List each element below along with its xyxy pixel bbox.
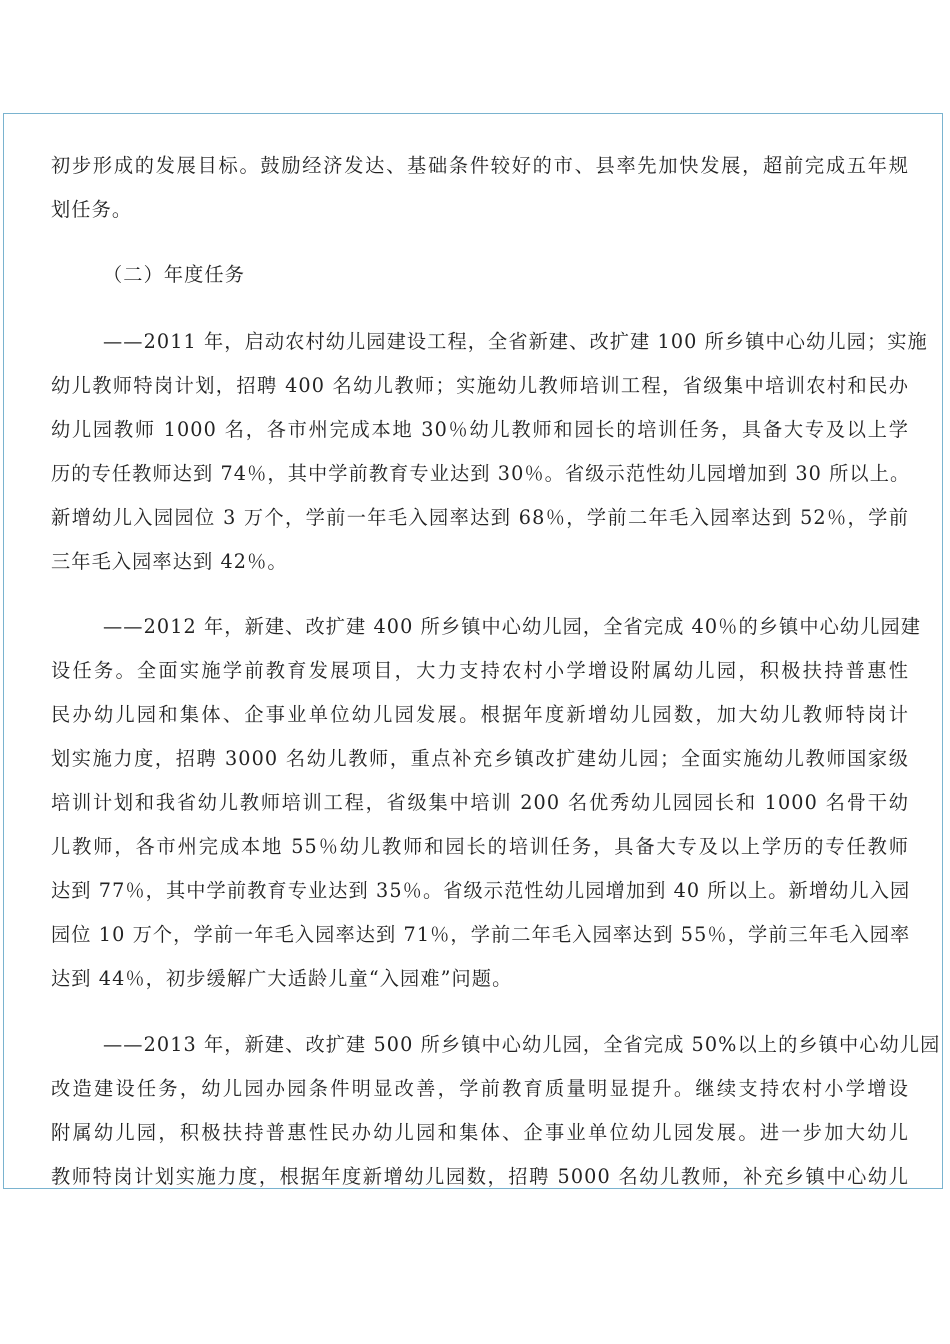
text-line: 民办幼儿园和集体、企事业单位幼儿园发展。根据年度新增幼儿园数，加大幼儿教师特岗计 [51, 703, 909, 726]
text-line: 教师特岗计划实施力度，根据年度新增幼儿园数，招聘 5000 名幼儿教师，补充乡镇中心幼儿 [51, 1165, 909, 1188]
paragraph-task-2012 [51, 605, 922, 1001]
text-line: 附属幼儿园，积极扶持普惠性民办幼儿园和集体、企事业单位幼儿园发展。进一步加大幼儿 [51, 1121, 909, 1144]
text-line: 设任务。全面实施学前教育发展项目，大力支持农村小学增设附属幼儿园，积极扶持普惠性 [51, 659, 909, 682]
text-line: 初步形成的发展目标。鼓励经济发达、基础条件较好的市、县率先加快发展，超前完成五年规 [51, 154, 909, 177]
text-line: 达到 44％，初步缓解广大适龄儿童“入园难”问题。 [51, 967, 513, 990]
text-line: ——2013 年，新建、改扩建 500 所乡镇中心幼儿园，全省完成 50%以上的乡镇中心幼儿园 [103, 1033, 941, 1056]
paragraph-task-2013 [51, 1023, 941, 1199]
text-line: 改造建设任务，幼儿园办园条件明显改善，学前教育质量明显提升。继续支持农村小学增设 [51, 1077, 909, 1100]
paragraph-intro-continuation [51, 144, 909, 232]
section-heading: （二）年度任务 [103, 263, 246, 286]
paragraph-task-2011 [51, 320, 928, 584]
text-line: 幼儿教师特岗计划，招聘 400 名幼儿教师；实施幼儿教师培训工程，省级集中培训农村和民办 [51, 374, 909, 397]
text-line: 划任务。 [51, 198, 133, 221]
text-line: 培训计划和我省幼儿教师培训工程，省级集中培训 200 名优秀幼儿园园长和 1000 名骨干幼 [51, 791, 909, 814]
text-line: 达到 77％，其中学前教育专业达到 35％。省级示范性幼儿园增加到 40 所以上。新增幼儿入园 [51, 879, 911, 902]
text-line: 历的专任教师达到 74％，其中学前教育专业达到 30％。省级示范性幼儿园增加到 30 所以上。 [51, 462, 911, 485]
text-line: 三年毛入园率达到 42％。 [51, 550, 288, 573]
text-line: ——2011 年，启动农村幼儿园建设工程，全省新建、改扩建 100 所乡镇中心幼儿园；实施 [103, 330, 928, 353]
text-line: 幼儿园教师 1000 名，各市州完成本地 30％幼儿教师和园长的培训任务，具备大专及以上学 [51, 418, 909, 441]
text-line: ——2012 年，新建、改扩建 400 所乡镇中心幼儿园，全省完成 40％的乡镇中心幼儿园建 [103, 615, 922, 638]
page-frame [3, 113, 943, 1189]
text-line: 新增幼儿入园园位 3 万个，学前一年毛入园率达到 68％，学前二年毛入园率达到 52％，学前 [51, 506, 909, 529]
text-line: 划实施力度，招聘 3000 名幼儿教师，重点补充乡镇改扩建幼儿园；全面实施幼儿教师国家级 [51, 747, 909, 770]
text-line: 儿教师，各市州完成本地 55％幼儿教师和园长的培训任务，具备大专及以上学历的专任教师 [51, 835, 909, 858]
text-line: 园位 10 万个，学前一年毛入园率达到 71％，学前二年毛入园率达到 55％，学前三年毛入园率 [51, 923, 911, 946]
